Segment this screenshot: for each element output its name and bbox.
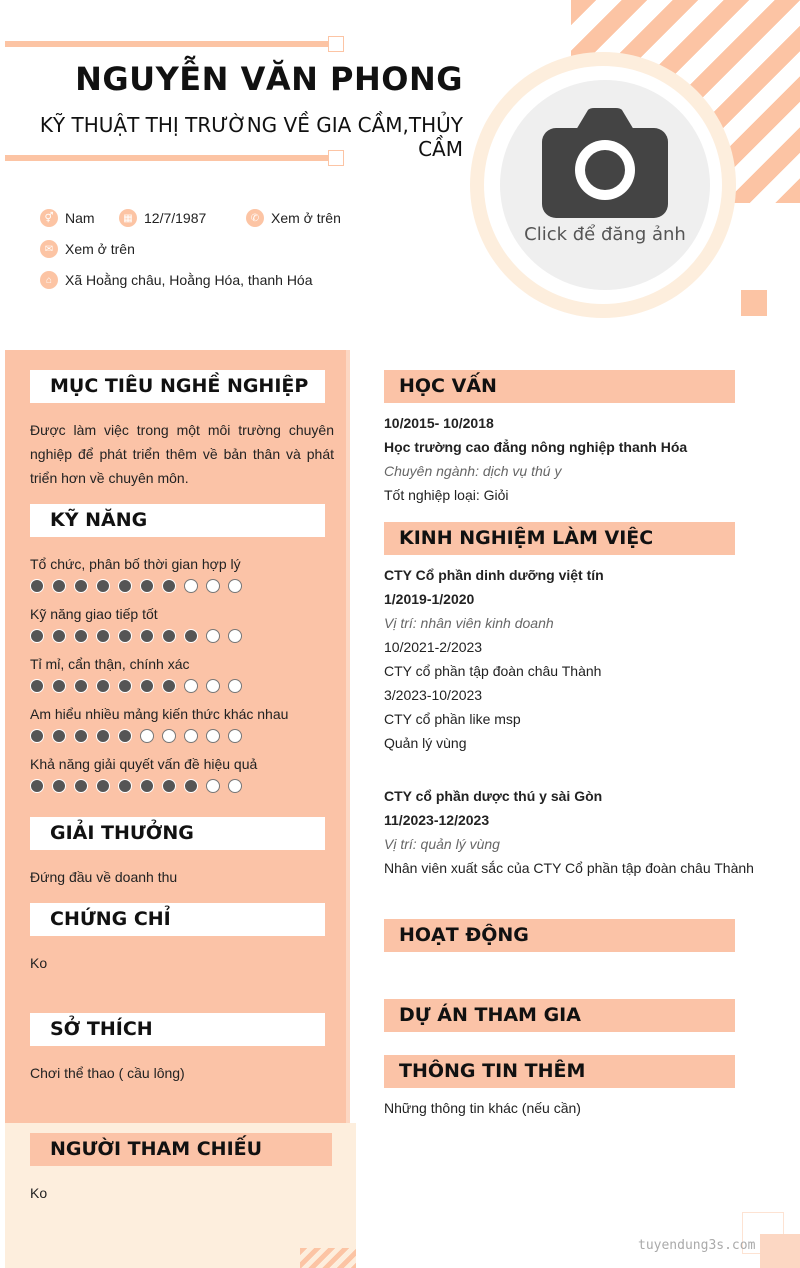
rating-dot-empty[interactable] <box>206 629 220 643</box>
skill-rating[interactable] <box>30 779 250 793</box>
awards-heading[interactable]: GIẢI THƯỞNG <box>30 817 325 850</box>
rating-dot-filled[interactable] <box>184 629 198 643</box>
rating-dot-filled[interactable] <box>140 579 154 593</box>
info-gender[interactable] <box>40 209 95 227</box>
objective-heading[interactable]: MỤC TIÊU NGHỀ NGHIỆP <box>30 370 325 403</box>
certificates-heading[interactable]: CHỨNG CHỈ <box>30 903 325 936</box>
rating-dot-filled[interactable] <box>96 729 110 743</box>
rating-dot-filled[interactable] <box>30 679 44 693</box>
job2-period[interactable]: 11/2023-12/2023 <box>384 812 490 828</box>
rating-dot-filled[interactable] <box>74 729 88 743</box>
rating-dot-filled[interactable] <box>118 579 132 593</box>
job2-company[interactable]: CTY cổ phần dược thú y sài Gòn <box>384 788 603 804</box>
rating-dot-filled[interactable] <box>118 729 132 743</box>
candidate-name[interactable]: NGUYỄN VĂN PHONG <box>75 60 463 98</box>
job1-period[interactable]: 1/2019-1/2020 <box>384 591 475 607</box>
rating-dot-filled[interactable] <box>184 779 198 793</box>
birthday-value: 12/7/1987 <box>144 210 207 226</box>
rating-dot-filled[interactable] <box>162 629 176 643</box>
rating-dot-filled[interactable] <box>74 679 88 693</box>
info-email[interactable] <box>40 240 135 258</box>
education-period[interactable]: 10/2015- 10/2018 <box>384 415 494 431</box>
rating-dot-filled[interactable] <box>162 779 176 793</box>
rating-dot-filled[interactable] <box>52 579 66 593</box>
rating-dot-filled[interactable] <box>30 579 44 593</box>
rating-dot-empty[interactable] <box>206 579 220 593</box>
references-heading[interactable]: NGƯỜI THAM CHIẾU <box>30 1133 332 1166</box>
rating-dot-empty[interactable] <box>228 779 242 793</box>
hobbies-heading[interactable]: SỞ THÍCH <box>30 1013 325 1046</box>
rating-dot-empty[interactable] <box>206 729 220 743</box>
photo-upload[interactable] <box>500 80 710 290</box>
rating-dot-filled[interactable] <box>30 779 44 793</box>
rating-dot-filled[interactable] <box>140 779 154 793</box>
skill-rating[interactable] <box>30 579 250 593</box>
rating-dot-filled[interactable] <box>52 779 66 793</box>
watermark-block <box>760 1234 800 1268</box>
awards-text[interactable]: Đứng đầu về doanh thu <box>30 869 178 885</box>
header-rule-top <box>5 41 331 47</box>
rating-dot-filled[interactable] <box>96 629 110 643</box>
skill-rating[interactable] <box>30 729 250 743</box>
rating-dot-filled[interactable] <box>30 729 44 743</box>
education-school[interactable]: Học trường cao đẳng nông nghiệp thanh Hóa <box>384 439 688 455</box>
job1-line[interactable]: CTY cổ phần like msp <box>384 711 521 727</box>
info-birthday[interactable] <box>119 209 206 227</box>
gender-icon: ⚥ <box>40 209 58 227</box>
camera-icon <box>542 108 668 218</box>
info-phone[interactable] <box>246 209 341 227</box>
rating-dot-empty[interactable] <box>228 579 242 593</box>
skill-label[interactable]: Tỉ mỉ, cẩn thận, chính xác <box>30 656 190 672</box>
projects-heading[interactable]: DỰ ÁN THAM GIA <box>384 999 735 1032</box>
rating-dot-filled[interactable] <box>30 629 44 643</box>
rating-dot-filled[interactable] <box>96 579 110 593</box>
rating-dot-filled[interactable] <box>118 679 132 693</box>
education-heading[interactable]: HỌC VẤN <box>384 370 735 403</box>
rating-dot-filled[interactable] <box>162 579 176 593</box>
extra-info-heading[interactable]: THÔNG TIN THÊM <box>384 1055 735 1088</box>
hobbies-text[interactable]: Chơi thể thao ( cầu lông) <box>30 1065 185 1081</box>
watermark: tuyendung3s.com <box>638 1238 756 1253</box>
job1-line[interactable]: CTY cổ phần tập đoàn châu Thành <box>384 663 602 679</box>
job-title[interactable]: KỸ THUẬT THỊ TRƯỜNG VỀ GIA CẦM,THỦY CẦM <box>39 113 463 161</box>
rating-dot-empty[interactable] <box>184 679 198 693</box>
rating-dot-filled[interactable] <box>52 729 66 743</box>
rating-dot-filled[interactable] <box>118 779 132 793</box>
rating-dot-filled[interactable] <box>118 629 132 643</box>
rating-dot-filled[interactable] <box>74 629 88 643</box>
skill-label[interactable]: Tổ chức, phân bố thời gian hợp lý <box>30 556 241 572</box>
header-rule-cap <box>328 36 344 52</box>
rating-dot-filled[interactable] <box>52 679 66 693</box>
home-icon: ⌂ <box>40 271 58 289</box>
rating-dot-filled[interactable] <box>96 679 110 693</box>
certificates-text[interactable]: Ko <box>30 955 48 971</box>
calendar-icon: ▦ <box>119 209 137 227</box>
extra-info-text[interactable]: Những thông tin khác (nếu cần) <box>384 1100 581 1116</box>
job2-description[interactable]: Nhân viên xuất sắc của CTY Cổ phần tập đoàn châu Thành <box>384 860 754 876</box>
email-icon: ✉ <box>40 240 58 258</box>
references-stripes <box>300 1248 356 1268</box>
rating-dot-empty[interactable] <box>184 729 198 743</box>
address-value: Xã Hoằng châu, Hoằng Hóa, thanh Hóa <box>65 272 313 288</box>
references-text[interactable]: Ko <box>30 1185 48 1201</box>
gender-value: Nam <box>65 210 95 226</box>
skill-label[interactable]: Khả năng giải quyết vấn đề hiệu quả <box>30 756 258 772</box>
rating-dot-filled[interactable] <box>52 629 66 643</box>
rating-dot-empty[interactable] <box>228 679 242 693</box>
job2-position[interactable]: Vị trí: quản lý vùng <box>384 836 500 852</box>
rating-dot-empty[interactable] <box>162 729 176 743</box>
job1-company[interactable]: CTY Cổ phần dinh dưỡng việt tín <box>384 567 604 583</box>
experience-heading[interactable]: KINH NGHIỆM LÀM VIỆC <box>384 522 735 555</box>
job1-line[interactable]: 3/2023-10/2023 <box>384 687 483 703</box>
phone-icon: ✆ <box>246 209 264 227</box>
rating-dot-empty[interactable] <box>228 729 242 743</box>
rating-dot-filled[interactable] <box>74 579 88 593</box>
rating-dot-empty[interactable] <box>184 579 198 593</box>
phone-value: Xem ở trên <box>271 210 341 226</box>
rating-dot-filled[interactable] <box>140 629 154 643</box>
email-value: Xem ở trên <box>65 241 135 257</box>
job1-position[interactable]: Vị trí: nhân viên kinh doanh <box>384 615 554 631</box>
activities-heading[interactable]: HOẠT ĐỘNG <box>384 919 735 952</box>
rating-dot-filled[interactable] <box>74 779 88 793</box>
skill-label[interactable]: Kỹ năng giao tiếp tốt <box>30 606 158 622</box>
rating-dot-filled[interactable] <box>96 779 110 793</box>
photo-upload-label[interactable]: Click để đăng ảnh <box>524 224 686 245</box>
skill-label[interactable]: Am hiểu nhiều mảng kiến thức khác nhau <box>30 706 289 722</box>
rating-dot-empty[interactable] <box>140 729 154 743</box>
left-panel-edge <box>346 350 350 1123</box>
rating-dot-empty[interactable] <box>206 779 220 793</box>
rating-dot-empty[interactable] <box>228 629 242 643</box>
skills-heading[interactable]: KỸ NĂNG <box>30 504 325 537</box>
decor-square <box>741 290 767 316</box>
job1-line[interactable]: Quản lý vùng <box>384 735 467 751</box>
job1-line[interactable]: 10/2021-2/2023 <box>384 639 483 655</box>
rating-dot-filled[interactable] <box>140 679 154 693</box>
objective-text[interactable]: Được làm việc trong một môi trường chuyên nghiệp để phát triển thêm về bản thân và phát triển hơn về chuyên môn. <box>30 422 334 486</box>
rating-dot-empty[interactable] <box>206 679 220 693</box>
info-address[interactable] <box>40 271 313 289</box>
education-major[interactable]: Chuyên ngành: dịch vụ thú y <box>384 463 562 479</box>
rating-dot-filled[interactable] <box>162 679 176 693</box>
skill-rating[interactable] <box>30 679 250 693</box>
education-grade[interactable]: Tốt nghiệp loại: Giỏi <box>384 487 509 503</box>
skill-rating[interactable] <box>30 629 250 643</box>
